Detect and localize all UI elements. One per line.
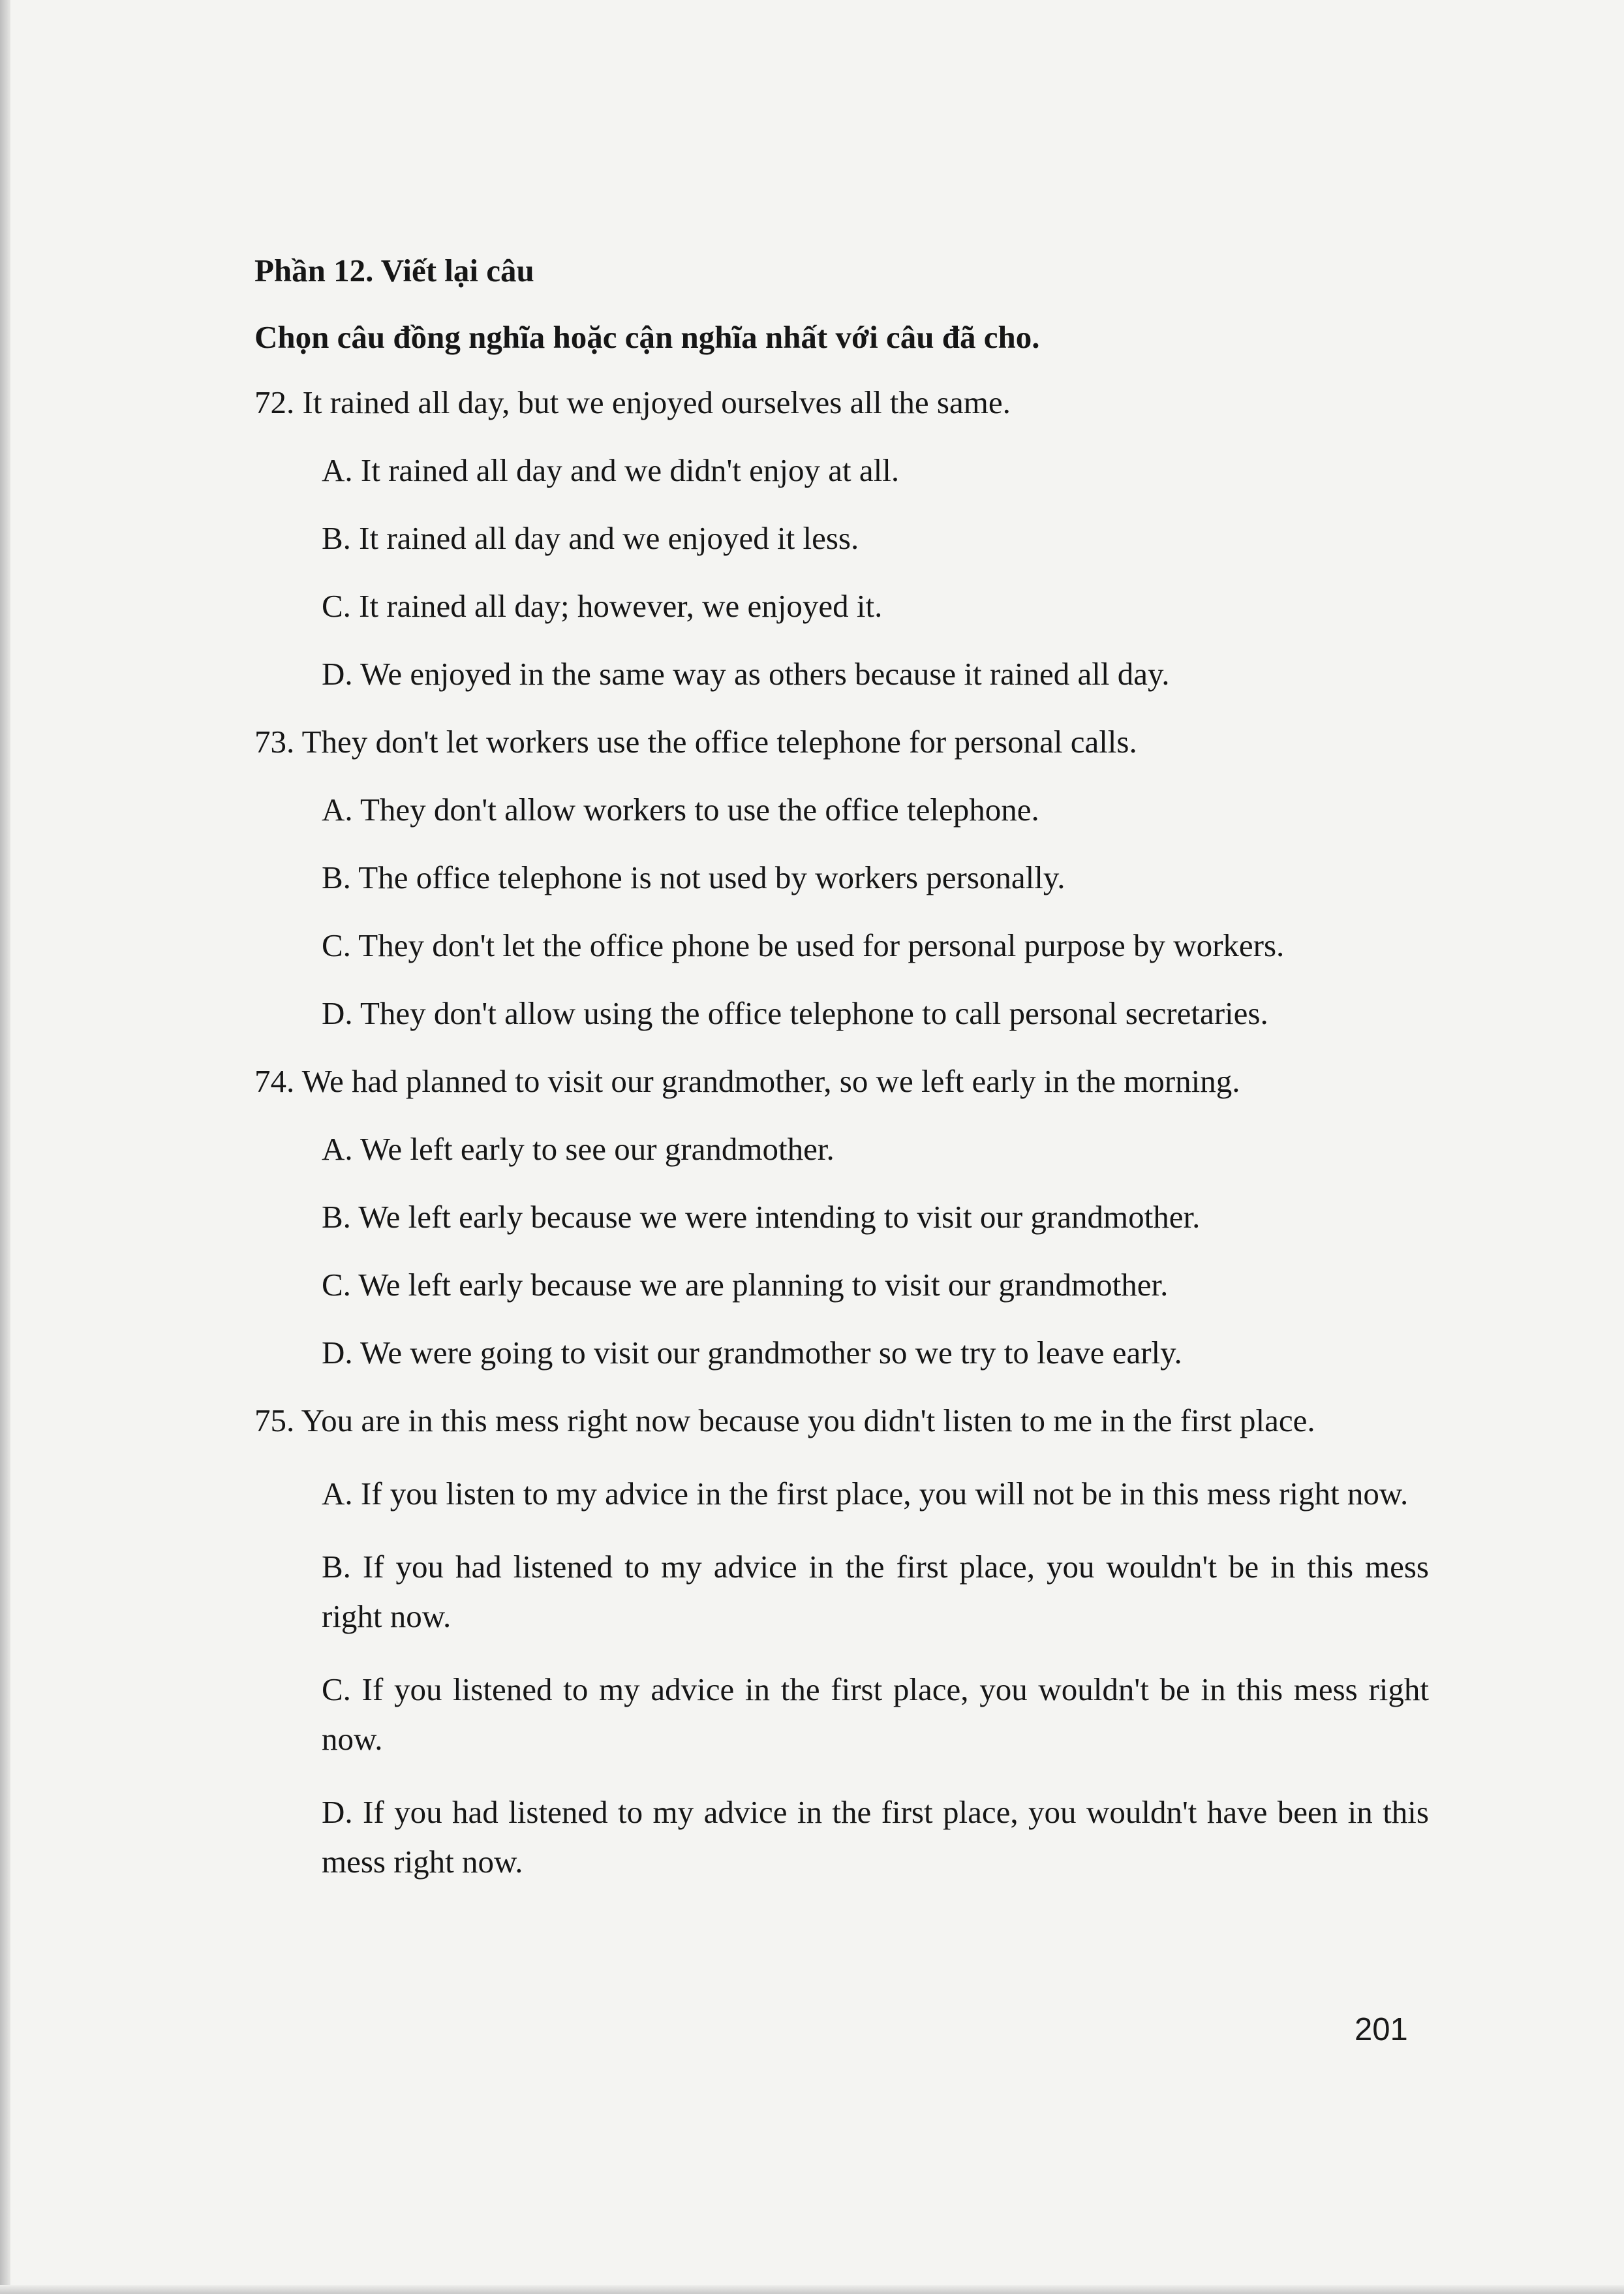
question-stem: 74. We had planned to visit our grandmother, so we left early in the morning.: [254, 1063, 1240, 1099]
option-a: A. We left early to see our grandmother.: [322, 1131, 835, 1167]
options-list: [254, 451, 1429, 694]
question-75: [254, 1401, 1429, 1887]
section-title: Phần 12. Viết lại câu: [254, 253, 534, 288]
option-d: D. They don't allow using the office telephone to call personal secretaries.: [322, 995, 1268, 1031]
option-c: C. It rained all day; however, we enjoyed it.: [322, 588, 883, 624]
question-stem: 72. It rained all day, but we enjoyed ourselves all the same.: [254, 384, 1011, 420]
option-a: A. If you listen to my advice in the first place, you will not be in this mess right now.: [322, 1476, 1409, 1511]
instruction: Chọn câu đồng nghĩa hoặc cận nghĩa nhất với câu đã cho.: [254, 319, 1040, 355]
option-c: C. If you listened to my advice in the first place, you wouldn't be in this mess right now.: [322, 1671, 1429, 1757]
option-b: B. If you had listened to my advice in the first place, you wouldn't be in this mess right now.: [322, 1549, 1429, 1634]
options-list: [254, 790, 1429, 1033]
question-73: [254, 722, 1429, 1033]
option-d: D. If you had listened to my advice in the first place, you wouldn't have been in this mess right now.: [322, 1794, 1429, 1880]
option-a: A. It rained all day and we didn't enjoy at all.: [322, 452, 900, 488]
option-d: D. We were going to visit our grandmother so we try to leave early.: [322, 1335, 1182, 1371]
question-stem: 75. You are in this mess right now because you didn't listen to me in the first place.: [254, 1403, 1315, 1438]
binding-edge: [0, 0, 10, 2294]
question-stem: 73. They don't let workers use the office telephone for personal calls.: [254, 724, 1137, 760]
options-list: [254, 1130, 1429, 1372]
page-content: [254, 251, 1429, 1910]
bottom-edge: [0, 2285, 1624, 2294]
option-c: C. We left early because we are planning to visit our grandmother.: [322, 1267, 1169, 1303]
question-72: [254, 383, 1429, 694]
page-number: 201: [1355, 2012, 1408, 2047]
option-c: C. They don't let the office phone be used for personal purpose by workers.: [322, 927, 1285, 963]
question-74: [254, 1062, 1429, 1372]
option-d: D. We enjoyed in the same way as others because it rained all day.: [322, 656, 1170, 692]
option-a: A. They don't allow workers to use the office telephone.: [322, 792, 1039, 828]
options-list: [254, 1469, 1429, 1887]
option-b: B. We left early because we were intending to visit our grandmother.: [322, 1199, 1201, 1235]
option-b: B. The office telephone is not used by workers personally.: [322, 860, 1065, 895]
option-b: B. It rained all day and we enjoyed it less.: [322, 520, 859, 556]
